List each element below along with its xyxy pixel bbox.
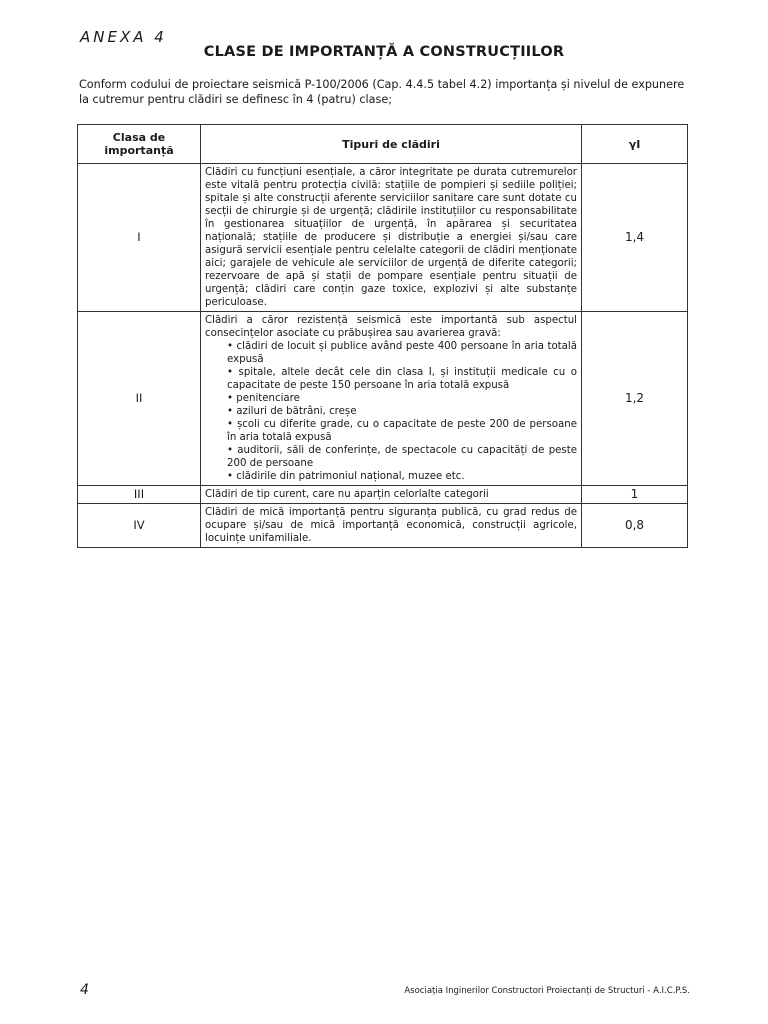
importance-classes-table [77,124,688,548]
description-text: Clădiri a căror rezistență seismică este importantă sub aspectul consecințelor asociate cu prăbușirea sau avarierea gravă: [205,315,577,339]
class-cell: IV [78,504,201,548]
list-item: • clădiri de locuit și publice având peste 400 persoane în aria totală expusă [227,341,577,365]
class-cell: III [78,486,201,504]
page-title: CLASE DE IMPORTANȚĂ A CONSTRUCȚIILOR [203,44,565,60]
description-cell [201,504,582,548]
header-class: Clasa de importanță [78,125,201,164]
annex-label: ANEXA 4 [80,28,167,46]
class-cell: I [78,164,201,312]
list-item: • auditorii, săli de conferințe, de spectacole cu capacități de peste 200 de persoane [227,445,577,469]
list-item: • spitale, altele decât cele din clasa I, și instituții medicale cu o capacitate de peste 150 persoane în aria totală expusă [227,367,577,391]
list-item: • școli cu diferite grade, cu o capacitate de peste 200 de persoane în aria totală expusă [227,419,577,443]
list-item: • penitenciare [227,393,300,404]
header-types: Tipuri de clădiri [201,125,582,164]
list-item: • clădirile din patrimoniul național, muzee etc. [227,471,465,482]
description-cell [201,486,582,504]
header-factor: γI [582,125,688,164]
table-row [78,312,688,486]
description-text: Clădiri de mică importanță pentru siguranța publică, cu grad redus de ocupare și/sau de mică importanță economică, construcții agricole, locuințe unifamiliale. [205,507,577,544]
factor-cell: 1,2 [582,312,688,486]
class-cell: II [78,312,201,486]
intro-line-1: Conform codului de proiectare seismică P-100/2006 (Cap. 4.4.5 tabel 4.2) importanța și nivelul de expunere [79,78,685,91]
factor-cell: 1,4 [582,164,688,312]
description-cell [201,312,582,486]
list-item: • aziluri de bătrâni, creșe [227,406,357,417]
factor-cell: 0,8 [582,504,688,548]
description-text: Clădiri cu funcțiuni esențiale, a căror integritate pe durata cutremurelor este vitală pentru protecția civilă: stațiile de pompieri și sediile poliției; spitale și alte construcții aferente serviciilor sanitare care sunt dotate cu secții de chirurgie și de urgență; clădirile instituțiilor cu responsabilitate în gestionarea situațiilor de urgență, în apărarea și securitatea națională; stațiile de producere și distribuție a energiei și/sau care asigură servicii esențiale pentru celelalte categorii de clădiri menționate aici; garajele de vehicule ale serviciilor de urgență de diferite categorii; rezervoare de apă și stații de pompare esențiale pentru situații de urgență; clădiri care conțin gaze toxice, explozivi și alte substanțe periculoase. [205,167,577,308]
description-text: Clădiri de tip curent, care nu aparțin celorlalte categorii [205,489,489,500]
intro-line-2: la cutremur pentru clădiri se definesc în 4 (patru) clase; [79,92,392,106]
factor-cell: 1 [582,486,688,504]
footer-organization: Asociația Inginerilor Constructori Proiectanți de Structuri - A.I.C.P.S. [404,986,690,996]
description-cell [201,164,582,312]
page-number: 4 [80,982,89,998]
table-row [78,486,688,504]
intro-paragraph [79,78,691,107]
table-row [78,164,688,312]
table-row [78,504,688,548]
table-header-row [78,125,688,164]
bullet-list [205,340,577,483]
